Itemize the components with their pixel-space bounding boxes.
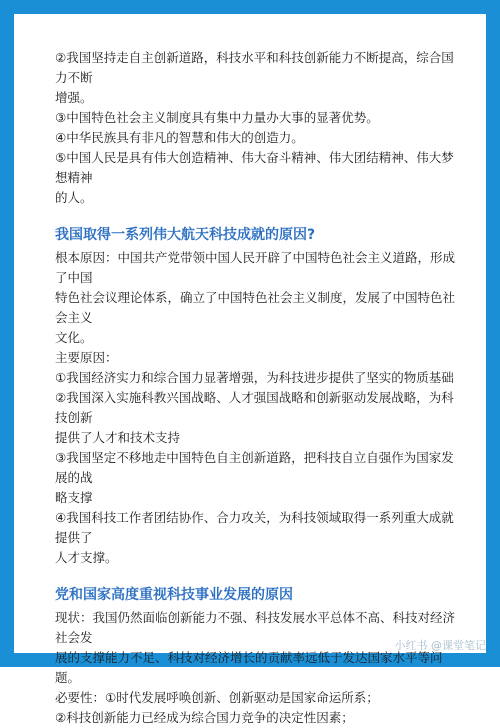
text-line: ②科技创新能力已经成为综合国力竞争的决定性因素； bbox=[55, 710, 354, 725]
section-heading: 党和国家高度重视科技事业发展的原因 bbox=[55, 587, 293, 603]
text-line: 提供了人才和技术支持 bbox=[55, 430, 181, 445]
text-line: 特色社会议理论体系，确立了中国特色社会主义制度，发展了中国特色社会主义 bbox=[55, 290, 456, 325]
text-line: ④中华民族具有非凡的智慧和伟大的创造力。 bbox=[55, 130, 304, 145]
reasons-list-continued bbox=[55, 48, 455, 208]
text-line: 必要性：①时代发展呼唤创新、创新驱动是国家命运所系； bbox=[55, 690, 379, 705]
text-line: 展的支撑能力不足、科技对经济增长的贡献率远低于发达国家水平等问题。 bbox=[55, 650, 443, 685]
text-line: 主要原因： bbox=[55, 350, 118, 365]
document-body bbox=[55, 48, 455, 728]
text-line: 略支撑 bbox=[55, 490, 93, 505]
text-line: 文化。 bbox=[55, 330, 93, 345]
text-line: 现状：我国仍然面临创新能力不强、科技发展水平总体不高、科技对经济社会发 bbox=[55, 610, 456, 645]
text-line: ①我国经济实力和综合国力显著增强，为科技进步提供了坚实的物质基础 bbox=[55, 370, 454, 385]
text-line: 的人。 bbox=[55, 190, 93, 205]
text-line: ②我国深入实施科教兴国战略、人才强国战略和创新驱动发展战略，为科技创新 bbox=[55, 390, 454, 425]
text-line: 增强。 bbox=[55, 90, 93, 105]
text-line: ④我国科技工作者团结协作、合力攻关，为科技领域取得一系列重大成就提供了 bbox=[55, 510, 454, 545]
text-line: ⑤中国人民是具有伟大创造精神、伟大奋斗精神、伟大团结精神、伟大梦想精神 bbox=[55, 150, 454, 185]
section-heading: 我国取得一系列伟大航天科技成就的原因? bbox=[55, 227, 316, 243]
aerospace-achievements-section bbox=[55, 224, 455, 568]
text-line: ③中国特色社会主义制度具有集中力量办大事的显著优势。 bbox=[55, 110, 379, 125]
watermark: 小红书 @课堂笔记 bbox=[394, 639, 486, 652]
text-line: ②我国坚持走自主创新道路，科技水平和科技创新能力不断提高，综合国力不断 bbox=[55, 50, 454, 85]
text-line: 人才支撑。 bbox=[55, 550, 118, 565]
text-line: ③我国坚定不移地走中国特色自主创新道路，把科技自立自强作为国家发展的战 bbox=[55, 450, 454, 485]
science-priority-section bbox=[55, 584, 455, 728]
text-line: 根本原因：中国共产党带领中国人民开辟了中国特色社会主义道路，形成了中国 bbox=[55, 250, 456, 285]
